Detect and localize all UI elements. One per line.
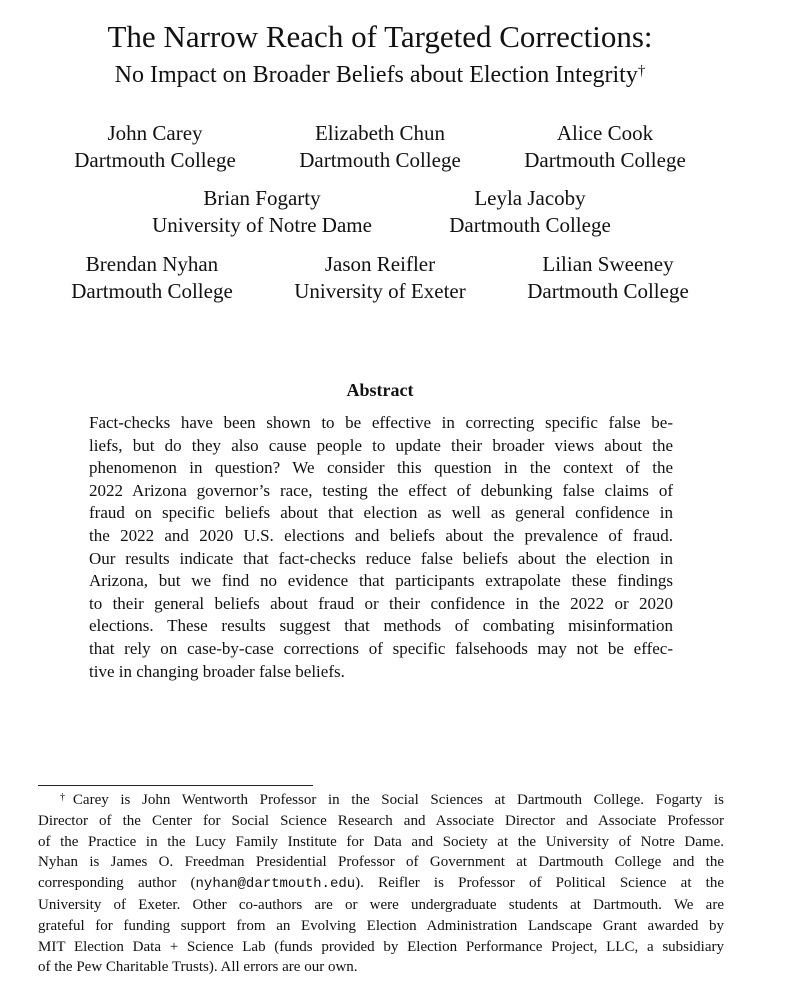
author-block <box>478 251 738 305</box>
paper-subtitle <box>0 60 760 90</box>
abstract-line: elections. These results suggest that methods of combating misinformation <box>89 616 673 636</box>
footnote-line: University of Exeter. Other co-authors are or were undergraduate students at Dartmouth. We are <box>38 896 724 913</box>
paper-title: The Narrow Reach of Targeted Corrections: <box>107 19 653 54</box>
author-affiliation: Dartmouth College <box>527 279 689 303</box>
abstract-line: to their general beliefs about fraud or their confidence in the 2022 or 2020 <box>89 593 673 613</box>
author-block <box>250 120 510 174</box>
abstract-body <box>89 412 673 683</box>
author-block <box>400 185 660 239</box>
abstract-line: phenomenon in question? We consider this question in the context of the <box>89 458 673 478</box>
footnote-rule <box>38 785 313 786</box>
footnote-line: grateful for funding support from an Evolving Election Administration Landscape Grant awarded by <box>38 917 724 934</box>
footnote-line: Nyhan is James O. Freedman Presidential Professor of Government at Dartmouth College and the <box>38 854 724 871</box>
author-block <box>475 120 735 174</box>
author-affiliation: Dartmouth College <box>74 148 236 172</box>
abstract-line: Our results indicate that fact-checks reduce false beliefs about the election in <box>89 548 673 568</box>
author-name: Jason Reifler <box>324 252 436 276</box>
footnote-line: of the Pew Charitable Trusts). All errors are our own. <box>38 959 358 976</box>
footnote-text: Carey is John Wentworth Professor in the Social Sciences at Dartmouth College. Fogarty is <box>72 792 724 808</box>
footnote-line: of the Practice in the Lucy Family Institute for Data and Society at the University of Notre Dame. <box>38 833 724 850</box>
footnote <box>38 790 724 978</box>
abstract-line: the 2022 and 2020 U.S. elections and beliefs about the prevalence of fraud. <box>89 525 673 545</box>
author-affiliation: Dartmouth College <box>524 148 686 172</box>
abstract-heading: Abstract <box>346 380 414 400</box>
author-block <box>25 120 285 174</box>
author-block <box>22 251 282 305</box>
author-block <box>250 251 510 305</box>
author-name: Elizabeth Chun <box>314 121 446 145</box>
author-name: Brian Fogarty <box>203 186 321 210</box>
footnote-line: Director of the Center for Social Science Research and Associate Director and Associate Professor <box>38 812 724 829</box>
footnote-line <box>38 790 724 811</box>
abstract-line: that rely on case-by-case corrections of specific falsehoods may not be effec- <box>89 638 673 658</box>
footnote-text: ). Reifler is Professor of Political Science at the <box>355 875 724 892</box>
author-email-link[interactable]: nyhan@dartmouth.edu <box>195 876 356 893</box>
subtitle-footnote-mark[interactable]: † <box>637 63 646 79</box>
author-affiliation: Dartmouth College <box>71 279 233 303</box>
footnote-mark: † <box>60 792 73 803</box>
subtitle-text: No Impact on Broader Beliefs about Election Integrity <box>114 62 638 88</box>
abstract-line: liefs, but do they also cause people to update their broader views about the <box>89 435 673 455</box>
author-name: John Carey <box>107 121 203 145</box>
abstract-line: Arizona, but we find no evidence that participants extrapolate these findings <box>89 571 673 591</box>
author-block <box>132 185 392 239</box>
abstract-line: 2022 Arizona governor’s race, testing the effect of debunking false claims of <box>89 480 673 500</box>
author-name: Lilian Sweeney <box>542 252 674 276</box>
abstract-line: Fact-checks have been shown to be effective in correcting specific false be- <box>89 413 673 432</box>
author-affiliation: Dartmouth College <box>299 148 461 172</box>
abstract-line: tive in changing broader false beliefs. <box>89 661 345 681</box>
footnote-text: corresponding author ( <box>38 875 196 892</box>
author-affiliation: University of Notre Dame <box>152 213 372 237</box>
author-name: Leyla Jacoby <box>474 186 586 210</box>
author-name: Brendan Nyhan <box>85 252 219 276</box>
author-name: Alice Cook <box>556 121 654 145</box>
author-affiliation: University of Exeter <box>294 279 466 303</box>
abstract-line: fraud on specific beliefs about that election as well as general confidence in <box>89 503 673 523</box>
footnote-line <box>38 873 724 895</box>
author-affiliation: Dartmouth College <box>449 213 611 237</box>
footnote-line: MIT Election Data + Science Lab (funds provided by Election Performance Project, LLC, a subsidiary <box>38 938 724 955</box>
